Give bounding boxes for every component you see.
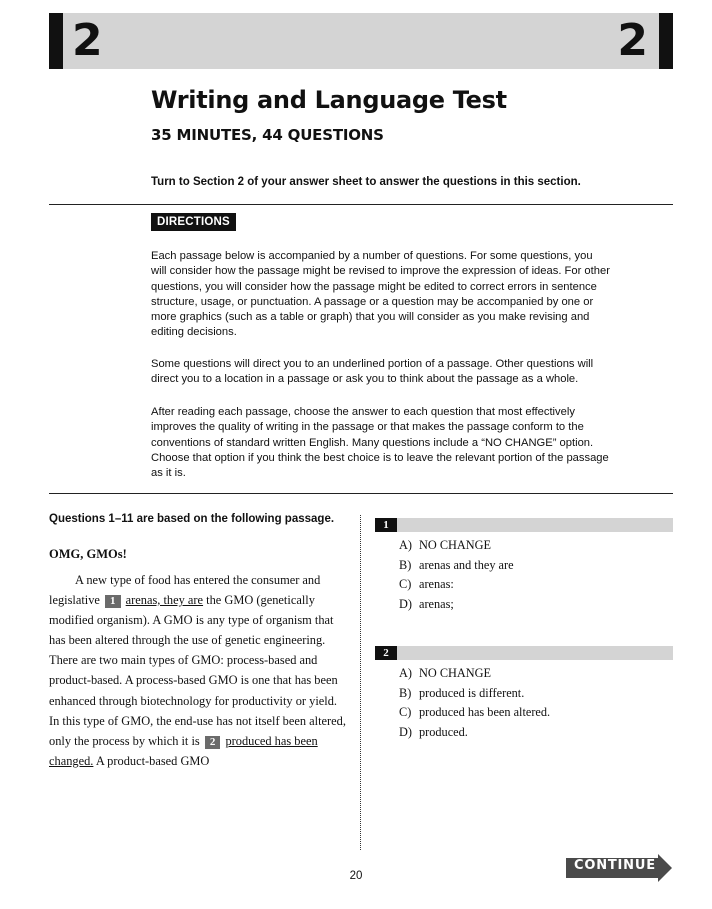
option-letter: D) — [399, 597, 412, 612]
option-letter: B) — [399, 685, 412, 700]
option-text: NO CHANGE — [419, 538, 492, 552]
directions-paragraph-2 — [151, 357, 611, 388]
option-letter: C) — [399, 705, 412, 720]
answer-option[interactable] — [399, 556, 514, 576]
directions-text: Each passage below is accompanied by a number of questions. For some questions, you will consider how the passage might be revised to improve the expression of ideas. For other questions, you will consider how the passage might be edited to correct errors in sentence structure, usage, or punctuation. A passage or a question may be accompanied by one or more graphics (such as a table or graph) that you will consider as you make revising and editing decisions. — [151, 250, 610, 339]
passage-title: OMG, GMOs! — [49, 547, 127, 561]
option-letter: D) — [399, 725, 412, 740]
section-number-right: 2 — [617, 15, 648, 66]
divider-rule-bottom — [49, 493, 673, 494]
passage-line: modified organism). A GMO is any type of organism that — [49, 613, 334, 628]
option-letter: B) — [399, 557, 412, 572]
option-letter: C) — [399, 577, 412, 592]
answer-options-1 — [399, 536, 514, 615]
passage-text: A product-based GMO — [95, 753, 210, 768]
question-number-badge: 2 — [375, 646, 397, 660]
passage-line: A new type of food has entered the consumer and — [75, 573, 321, 587]
directions-text: Some questions will direct you to an underlined portion of a passage. Other questions will direct you to a location in a passage or ask you to think about the passage as a whole. — [151, 358, 594, 386]
directions-text: After reading each passage, choose the answer to each question that most effectively improves the quality of writing in the passage or that makes the passage conform to the conventions of standard written English. Many questions include a “NO CHANGE” option. Choose that option if you think the best choice is to leave the relevant portion of the passage as it is. — [151, 406, 609, 480]
question-header-2 — [375, 646, 673, 660]
passage-line — [49, 590, 349, 610]
answer-options-2 — [399, 664, 550, 743]
continue-label: CONTINUE — [574, 858, 656, 873]
passage-text: the GMO (genetically — [206, 593, 315, 608]
answer-option[interactable] — [399, 723, 550, 743]
section-header-band — [49, 13, 673, 69]
option-text: produced has been altered. — [419, 705, 551, 720]
passage-text: legislative — [49, 593, 100, 608]
question-marker-2[interactable]: 2 — [205, 736, 221, 749]
answer-option[interactable] — [399, 684, 550, 704]
passage-line: enhanced through biotechnology for productivity or yield. — [49, 693, 338, 708]
passage-line: There are two main types of GMO: process-based and — [49, 653, 318, 668]
option-text: arenas; — [419, 597, 454, 612]
passage-text: only the process by which it is — [49, 733, 200, 748]
option-letter: A) — [399, 538, 412, 552]
option-text: produced. — [419, 725, 468, 740]
question-number-badge: 1 — [375, 518, 397, 532]
header-bar-left — [49, 13, 63, 69]
option-letter: A) — [399, 666, 412, 680]
directions-label: DIRECTIONS — [151, 213, 236, 231]
divider-rule-top — [49, 204, 673, 205]
answer-option[interactable] — [399, 536, 514, 556]
underlined-portion-2[interactable]: produced has been — [225, 733, 318, 748]
question-marker-1[interactable]: 1 — [105, 595, 121, 608]
section-number-left: 2 — [72, 15, 103, 66]
underlined-portion-2-cont[interactable]: changed. — [49, 753, 94, 768]
header-bar-right — [659, 13, 673, 69]
option-text: produced is different. — [419, 685, 525, 700]
directions-paragraph-1 — [151, 249, 611, 341]
column-divider — [360, 515, 361, 850]
answer-option[interactable] — [399, 575, 514, 595]
continue-button[interactable] — [566, 854, 672, 882]
passage-line: In this type of GMO, the end-use has not itself been altered, — [49, 713, 346, 728]
passage-line — [49, 731, 349, 751]
passage-body — [49, 570, 349, 771]
option-text: arenas: — [419, 577, 454, 592]
passage-line: has been altered through the use of genetic engineering. — [49, 633, 326, 648]
passage-line — [49, 751, 349, 771]
page-number: 20 — [349, 870, 363, 882]
answer-option[interactable] — [399, 664, 550, 684]
test-title: Writing and Language Test — [151, 86, 507, 114]
answer-option[interactable] — [399, 703, 550, 723]
passage-line: product-based. A process-based GMO is one that has been — [49, 673, 338, 688]
questions-intro: Questions 1–11 are based on the following passage. — [49, 513, 335, 525]
test-subtitle: 35 MINUTES, 44 QUESTIONS — [151, 126, 384, 144]
underlined-portion-1[interactable]: arenas, they are — [125, 593, 204, 608]
option-text: NO CHANGE — [419, 666, 492, 680]
directions-paragraph-3 — [151, 405, 611, 481]
option-text: arenas and they are — [419, 557, 514, 572]
answer-sheet-instruction: Turn to Section 2 of your answer sheet to answer the questions in this section. — [151, 176, 581, 188]
answer-option[interactable] — [399, 595, 514, 615]
question-header-1 — [375, 518, 673, 532]
